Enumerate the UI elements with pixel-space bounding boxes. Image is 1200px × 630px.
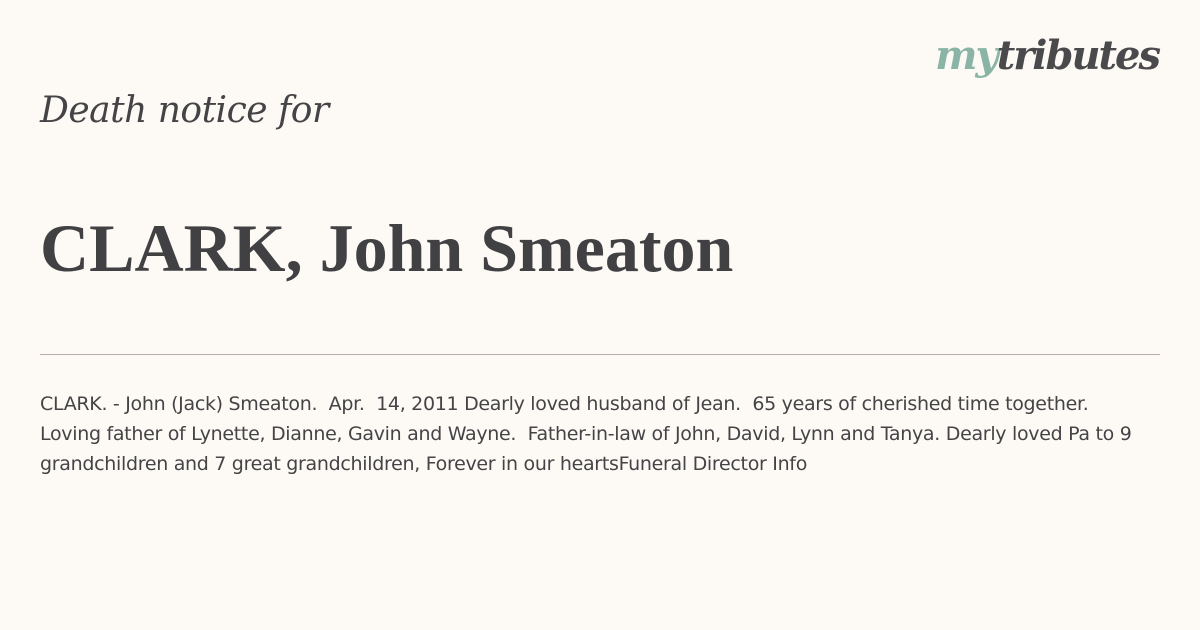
notice-body: CLARK. - John (Jack) Smeaton. Apr. 14, 2011 Dearly loved husband of Jean. 65 years of cherished time together. Loving father of Lynette, Dianne, Gavin and Wayne. Father-in-law of John, David, Lynn and Tanya. Dearly loved Pa to 9 grandchildren and 7 great grandchildren, Forever in our heartsFuneral Director Info xyxy=(40,393,1138,475)
deceased-name: CLARK, John Smeaton xyxy=(40,210,734,286)
divider xyxy=(40,354,1160,355)
mytributes-logo xyxy=(935,32,1159,79)
logo-my-text: my xyxy=(935,32,997,79)
death-notice-label: Death notice for xyxy=(40,90,329,131)
logo-tributes-text: tributes xyxy=(996,32,1159,79)
